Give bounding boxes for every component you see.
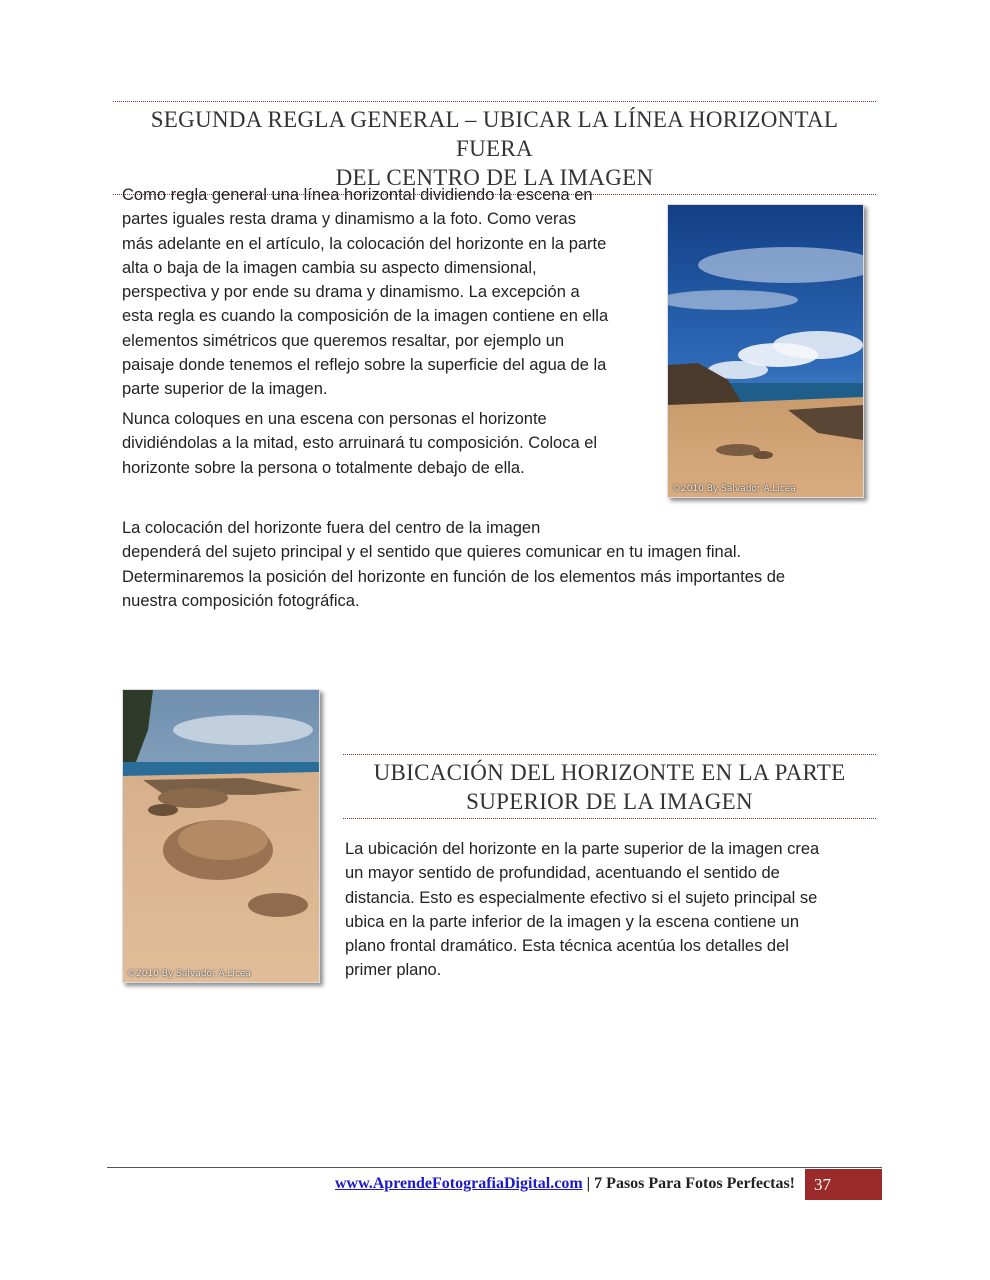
- footer-text: [335, 1175, 795, 1193]
- paragraph-people-horizon: [122, 407, 597, 480]
- paragraph-horizon-placement: [122, 516, 785, 613]
- paragraph-horizon-rule: [122, 183, 608, 402]
- text-line: ubica en la parte inferior de la imagen y la escena contiene un: [345, 912, 800, 931]
- text-line: esta regla es cuando la composición de la imagen contiene en ella: [122, 307, 609, 326]
- footer-rule: [107, 1167, 882, 1168]
- text-line: más adelante en el artículo, la colocación del horizonte en la parte: [122, 234, 607, 253]
- paragraph-horizon-top: [345, 837, 819, 983]
- text-line: Determinaremos la posición del horizonte en función de los elementos más importantes de: [122, 567, 786, 586]
- heading-line: SEGUNDA REGLA GENERAL – UBICAR LA LÍNEA HORIZONTAL FUERA: [150, 107, 839, 161]
- beach-photo-rocks: [122, 689, 320, 983]
- beach-photo-sky: [667, 204, 864, 498]
- text-line: nuestra composición fotográfica.: [122, 591, 360, 610]
- heading-line: SUPERIOR DE LA IMAGEN: [466, 789, 753, 814]
- footer-website-link[interactable]: www.AprendeFotografiaDigital.com: [334, 1175, 583, 1192]
- text-line: distancia. Esto es especialmente efectivo si el sujeto principal se: [345, 888, 818, 907]
- text-line: horizonte sobre la persona o totalmente debajo de ella.: [122, 458, 525, 477]
- heading-line: UBICACIÓN DEL HORIZONTE EN LA PARTE: [373, 760, 846, 785]
- photo-watermark: ©2010 By Salvador A.Licea: [127, 969, 251, 979]
- text-line: parte superior de la imagen.: [122, 380, 328, 399]
- text-line: un mayor sentido de profundidad, acentuando el sentido de: [345, 864, 780, 883]
- text-line: dividiéndolas a la mitad, esto arruinará tu composición. Coloca el: [122, 434, 598, 453]
- beach-photo-sky-image: [668, 205, 863, 497]
- photo-watermark: ©2010 By Salvador A.Licea: [672, 484, 796, 494]
- text-line: paisaje donde tenemos el reflejo sobre la superficie del agua de la: [122, 356, 607, 375]
- text-line: plano frontal dramático. Esta técnica acentúa los detalles del: [345, 937, 789, 956]
- text-line: elementos simétricos que queremos resaltar, por ejemplo un: [122, 331, 565, 350]
- heading-line: DEL CENTRO DE LA IMAGEN: [335, 165, 654, 190]
- section-heading-1: [113, 101, 876, 195]
- text-line: partes iguales resta drama y dinamismo a la foto. Como veras: [122, 210, 576, 229]
- page-number: 37: [805, 1169, 882, 1200]
- text-line: Nunca coloques en una escena con personas el horizonte: [122, 410, 547, 428]
- text-line: primer plano.: [345, 961, 442, 980]
- footer-book-title: 7 Pasos Para Fotos Perfectas!: [594, 1175, 795, 1192]
- text-line: La colocación del horizonte fuera del centro de la imagen: [122, 519, 541, 537]
- text-line: alta o baja de la imagen cambia su aspecto dimensional,: [122, 258, 537, 277]
- text-line: dependerá del sujeto principal y el sentido que quieres comunicar en tu imagen final.: [122, 543, 742, 562]
- text-line: Como regla general una línea horizontal dividiendo la escena en: [122, 186, 593, 204]
- footer-separator: |: [582, 1175, 595, 1192]
- beach-photo-rocks-image: [123, 690, 319, 982]
- text-line: La ubicación del horizonte en la parte superior de la imagen crea: [345, 840, 820, 858]
- section-heading-2: [343, 754, 876, 819]
- text-line: perspectiva y por ende su drama y dinamismo. La excepción a: [122, 283, 580, 302]
